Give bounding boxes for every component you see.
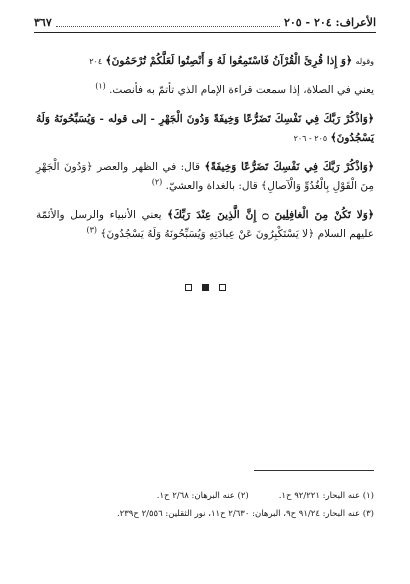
paragraph-2: [36, 81, 374, 100]
quran-quote: ﴿وَلا تَكُنْ مِنَ الْغافِلِينَ ۝ إِنَّ الَّذِينَ عِنْدَ رَبِّكَ﴾: [167, 209, 375, 221]
page-body: [36, 52, 374, 254]
verse-number: ٢٠٤: [89, 57, 103, 66]
footnote-divider: [254, 470, 374, 471]
section-separator: [0, 284, 410, 291]
footnote: (٣) عنه البحار: ٩١/٢٤ ح٩، البرهان: ٢/٦٣٠ ح١١، نور الثقلين: ٢/٥٥٦ ح٢٣٩.: [116, 509, 374, 519]
running-header: [34, 12, 376, 33]
footnotes: [36, 487, 374, 523]
footnote-row: [36, 505, 374, 523]
page-number: ٣٦٧: [34, 16, 52, 29]
footnote-ref: (٢): [151, 177, 163, 187]
commentary-text: يعني الأنبياء والرسل والأئمّة عليهم السلام ﴿لا يَسْتَكْبِرُونَ عَنْ عِبادَتِهِ وَيُسَبِّحُونَهُ وَلَهُ يَسْجُدُونَ﴾: [36, 209, 374, 240]
paragraph-1: [36, 52, 374, 71]
header-dotted-leader: [56, 26, 280, 27]
quran-quote: ﴿وَ إِذا قُرِئَ الْقُرْآنُ فَاسْتَمِعُوا لَهُ وَ أَنْصِتُوا لَعَلَّكُمْ تُرْحَمُونَ﴾: [105, 55, 353, 67]
paragraph-3: [36, 110, 374, 148]
paragraph-5: [36, 206, 374, 244]
footnote: (١) عنه البحار: ٩٢/٢٢١ ح١.: [278, 491, 374, 501]
quran-quote: ﴿وَاذْكُرْ رَبَّكَ فِي نَفْسِكَ تَضَرُّعًا وَخِيفَةً﴾: [204, 161, 374, 173]
filled-square-icon: [202, 284, 209, 291]
verse-number: ٢٠٥ - ٢٠٦: [293, 134, 328, 143]
commentary-text: قال: في الظهر والعصر ﴿وَدُونَ الْجَهْرِ مِنَ الْقَوْلِ بِالْغُدُوِّ وَالْآصالِ﴾ قال: بالغداة والعشيّ.: [36, 161, 374, 192]
hollow-square-icon: [185, 284, 192, 291]
header-title: الأعراف: ٢٠٤ - ٢٠٥: [283, 16, 376, 29]
commentary-text: يعني في الصلاة، إذا سمعت قراءة الإمام الذي تأتمّ به فأنصت.: [109, 84, 374, 96]
footnote-ref: (١): [95, 81, 106, 91]
hollow-square-icon: [219, 284, 226, 291]
paragraph-4: [36, 158, 374, 196]
footnote-ref: (٣): [86, 225, 97, 235]
quran-quote: ﴿وَاذْكُرْ رَبَّكَ فِي نَفْسِكَ تَضَرُّعًا وَخِيفَةً وَدُونَ الْجَهْرِ - إلى قوله - وَيُسَبِّحُونَهُ وَلَهُ يَسْجُدُونَ﴾: [36, 113, 374, 144]
footnote: (٢) عنه البرهان: ٢/٦٨ ح١.: [156, 491, 249, 501]
paragraph-prefix: وقوله: [355, 57, 374, 66]
footnote-row: [36, 487, 374, 505]
